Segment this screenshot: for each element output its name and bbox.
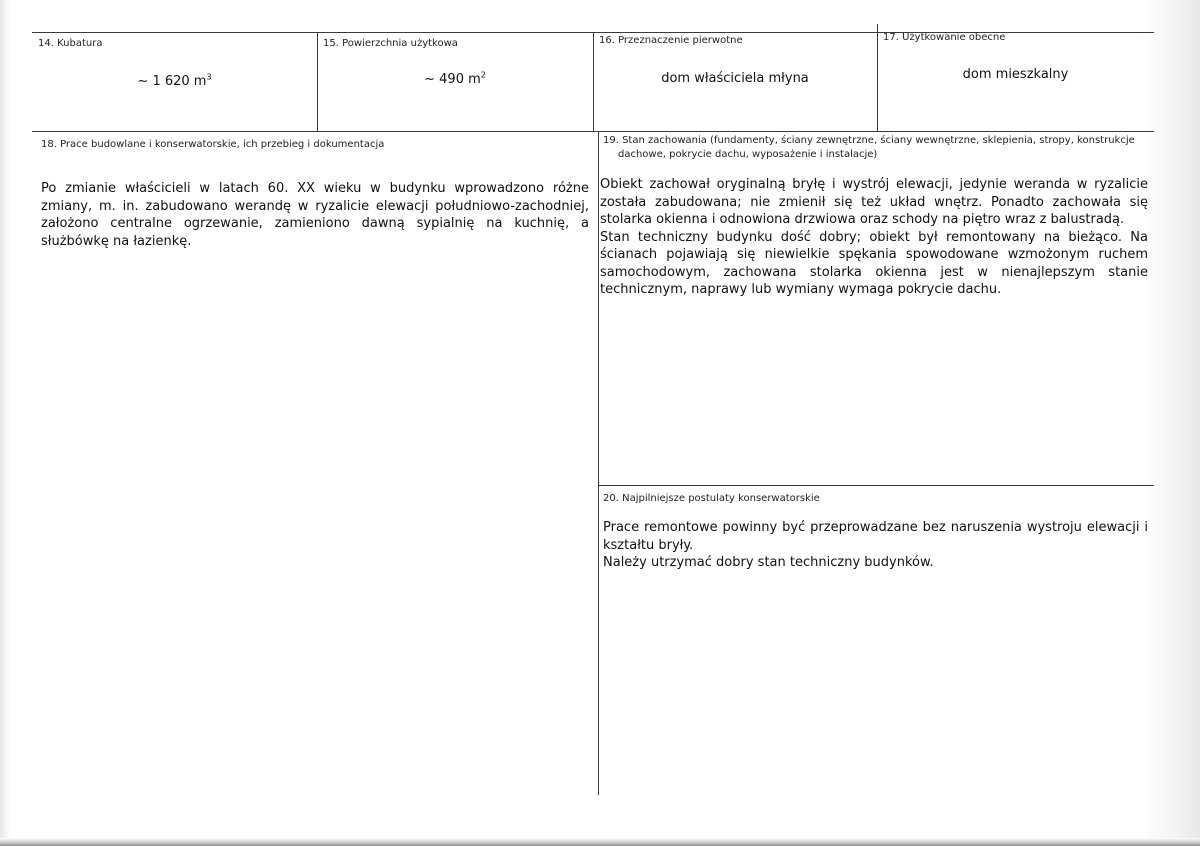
field20-top-border	[598, 485, 1154, 486]
field16-label: 16. Przeznaczenie pierwotne	[599, 35, 743, 46]
field17-value: dom mieszkalny	[962, 67, 1069, 82]
field14-value	[32, 74, 317, 89]
field19-label	[603, 134, 1151, 162]
page-edge-left	[0, 0, 10, 846]
field17-label: 17. Użytkowanie obecne	[883, 32, 1006, 43]
field20-text	[603, 519, 1148, 572]
field14-label: 14. Kubatura	[38, 38, 103, 49]
field15-value	[317, 72, 593, 87]
field19-paragraph-1: Obiekt zachował oryginalną bryłę i wystrój elewacji, jedynie weranda w ryzalicie została zabudowana; nie zmienił się też układ wnętrz. Ponadto zachowała się stolarka okienna i odnowiona drzwiowa oraz schody na piętro wraz z balustradą.	[600, 177, 1148, 227]
field16-value: dom właściciela młyna	[661, 71, 809, 86]
page-edge-right	[1142, 0, 1200, 846]
col-divider-18-19	[598, 131, 599, 795]
field14-unit-sup: 3	[206, 72, 212, 82]
field15-unit-sup: 2	[480, 70, 486, 80]
field20-paragraph-1: Prace remontowe powinny być przeprowadzane bez naruszenia wystroju elewacji i kształtu bryły.	[603, 520, 1148, 553]
row1-bottom-border	[32, 131, 1154, 132]
field15-value-text: ~ 490 m	[424, 72, 481, 87]
field14-value-text: ~ 1 620 m	[137, 74, 207, 89]
page-bottom-shadow	[0, 838, 1200, 846]
field19-text	[600, 176, 1148, 299]
field18-text: Po zmianie właścicieli w latach 60. XX wieku w budynku wprowadzono różne zmiany, m. in. zabudowano werandę w ryzalicie elewacji południowo-zachodniej, założono centralne ogrzewanie, zamieniono dawną sypialnię na kuchnię, a służbówkę na łazienkę.	[41, 181, 589, 249]
field20-paragraph-2: Należy utrzymać dobry stan techniczny budynków.	[603, 555, 934, 570]
field19-paragraph-2: Stan techniczny budynku dość dobry; obiekt był remontowany na bieżąco. Na ścianach pojawiają się niewielkie spękania spowodowane wzmożonym ruchem samochodowym, zachowana stolarka okienna jest w nienajlepszym stanie technicznym, naprawy lub wymiany wymaga pokrycie dachu.	[600, 229, 1148, 297]
field19-label-line2: dachowe, pokrycie dachu, wyposażenie i instalacje)	[618, 149, 878, 160]
field20-label: 20. Najpilniejsze postulaty konserwatorskie	[603, 493, 820, 504]
field15-label: 15. Powierzchnia użytkowa	[323, 38, 458, 49]
field18-label: 18. Prace budowlane i konserwatorskie, ich przebieg i dokumentacja	[41, 139, 385, 150]
field19-label-line1: 19. Stan zachowania (fundamenty, ściany zewnętrzne, ściany wewnętrzne, sklepienia, stropy, konstrukcje	[603, 135, 1135, 146]
